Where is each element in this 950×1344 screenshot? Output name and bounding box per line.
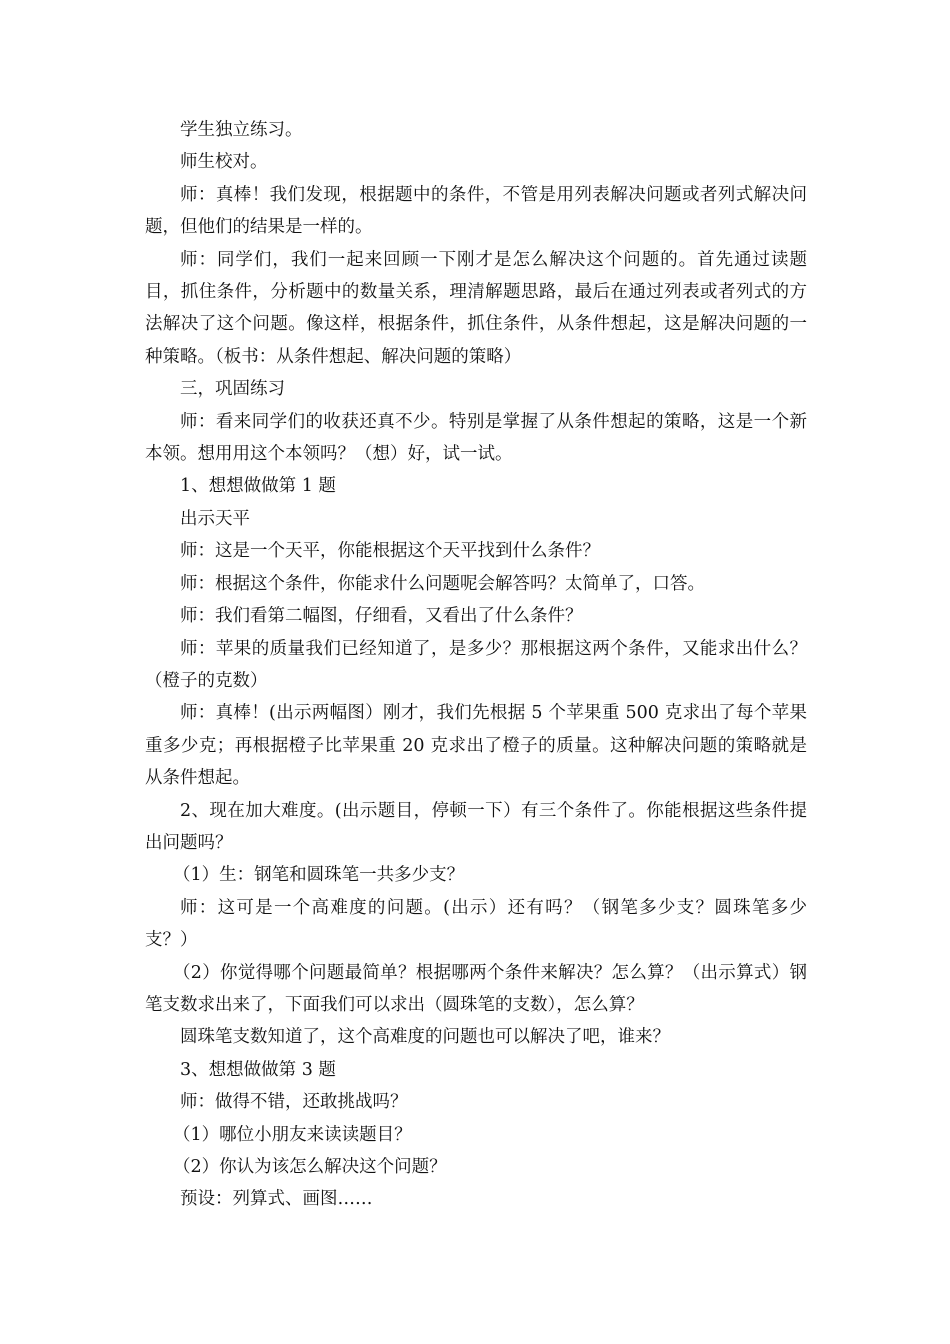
paragraph: 师：真棒！(出示两幅图）刚才，我们先根据 5 个苹果重 500 克求出了每个苹果重多少克；再根据橙子比苹果重 20 克求出了橙子的质量。这种解决问题的策略就是从条件想起。 xyxy=(145,703,807,789)
document-body xyxy=(145,114,807,1216)
paragraph: 师生校对。 xyxy=(180,152,268,173)
paragraph: 学生独立练习。 xyxy=(180,120,303,140)
section-heading: 三，巩固练习 xyxy=(180,379,285,400)
paragraph: （1）生：钢笔和圆珠笔一共多少支？ xyxy=(173,865,465,886)
exercise-heading: 2、现在加大难度。(出示题目，停顿一下）有三个条件了。你能根据这些条件提出问题吗？ xyxy=(145,800,807,853)
paragraph: （1）哪位小朋友来读读题目？ xyxy=(173,1124,412,1145)
paragraph: 出示天平 xyxy=(180,508,250,529)
exercise-heading: 1、想想做做第 1 题 xyxy=(180,476,336,497)
paragraph: 师：我们看第二幅图，仔细看，又看出了什么条件？ xyxy=(180,606,583,627)
paragraph: 圆珠笔支数知道了，这个高难度的问题也可以解决了吧，谁来？ xyxy=(180,1027,670,1048)
paragraph: 师：同学们，我们一起来回顾一下刚才是怎么解决这个问题的。首先通过读题目，抓住条件，分析题中的数量关系，理清解题思路，最后在通过列表或者列式的方法解决了这个问题。像这样，根据条件，抓住条件，从条件想起，这是解决问题的一种策略。（板书：从条件想起、解决问题的策略） xyxy=(145,249,807,367)
paragraph: 师：这可是一个高难度的问题。(出示）还有吗？（钢笔多少支？圆珠笔多少支？） xyxy=(145,897,807,951)
paragraph: （2）你认为该怎么解决这个问题？ xyxy=(173,1157,447,1177)
paragraph: 师：做得不错，还敢挑战吗？ xyxy=(180,1092,408,1113)
paragraph: 师：这是一个天平，你能根据这个天平找到什么条件？ xyxy=(180,541,600,562)
exercise-heading: 3、想想做做第 3 题 xyxy=(180,1059,336,1080)
paragraph: （2）你觉得哪个问题最简单？根据哪两个条件来解决？怎么算？（出示算式）钢笔支数求出来了，下面我们可以求出（圆珠笔的支数），怎么算？ xyxy=(145,962,807,1015)
paragraph: 师：看来同学们的收获还真不少。特别是掌握了从条件想起的策略，这是一个新本领。想用用这个本领吗？（想）好，试一试。 xyxy=(145,411,807,465)
paragraph: 师：苹果的质量我们已经知道了，是多少？那根据这两个条件，又能求出什么？（橙子的克数） xyxy=(145,638,807,691)
paragraph: 师：根据这个条件，你能求什么问题呢会解答吗？太简单了，口答。 xyxy=(180,573,705,594)
paragraph: 预设：列算式、画图…… xyxy=(180,1189,373,1210)
paragraph: 师：真棒！我们发现，根据题中的条件，不管是用列表解决问题或者列式解决问题，但他们的结果是一样的。 xyxy=(145,184,807,238)
